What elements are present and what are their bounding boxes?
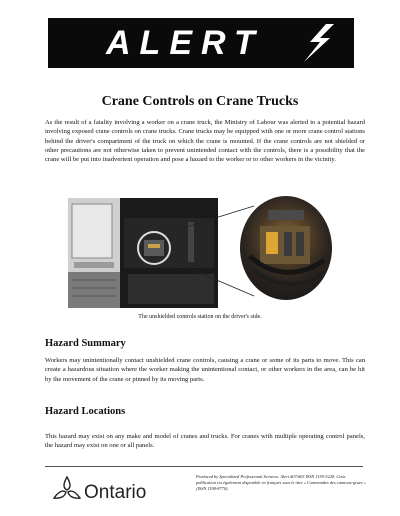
hazard-summary-text: Workers may unintentionally contact unshielded crane controls, causing a crane or some of its parts to move. This can create a hazardous situation where the worker making the unintentional contact, or other workers in the area, can be hit by the movement of the crane or pinned by its moving parts.: [45, 357, 365, 383]
controls-closeup-drawing: [240, 196, 332, 300]
crane-controls-figure: [68, 196, 330, 314]
hazard-locations-text: This hazard may exist on any make and model of cranes and trucks. For cranes with multiple operating control panels, the hazard may exist on one or all panels.: [45, 433, 365, 450]
ontario-logo: [50, 472, 160, 506]
alert-banner: [48, 18, 354, 68]
figure-caption: The unshielded controls station on the driver's side.: [138, 314, 262, 320]
hazard-summary-heading: Hazard Summary: [45, 338, 126, 349]
hazard-locations-heading: Hazard Locations: [45, 406, 126, 417]
footer-divider: [45, 466, 363, 467]
banner-title: ALERT: [106, 24, 264, 62]
page-title: Crane Controls on Crane Trucks: [101, 94, 299, 109]
lightning-bolt-icon: [296, 22, 338, 64]
ontario-wordmark: Ontario: [84, 482, 147, 503]
intro-paragraph: As the result of a fatality involving a worker on a crane truck, the Ministry of Labour was alerted to a potential hazard involving exposed crane controls on crane trucks. Crane trucks may be equipped with one or more crane control stations behind the driver's compartment of the truck on which the crane is mounted. If the crane controls are not shielded or other precautions are not otherwise taken to prevent unintended contact with the controls, there is a possibility that the crane will be put into inadvertent operation and pose a hazard to the worker or to other workers in the vicinity.: [45, 119, 365, 164]
controls-closeup-photo: [240, 196, 332, 300]
publication-credit: Produced by Specialized Professional Services. Alert #07/#03 ISSN 1195-5228. Cette publication est également disponible en français sous le titre « Commandes des camions-grues » (ISSN 1198-8770).: [196, 474, 366, 491]
trillium-icon: [50, 474, 84, 504]
